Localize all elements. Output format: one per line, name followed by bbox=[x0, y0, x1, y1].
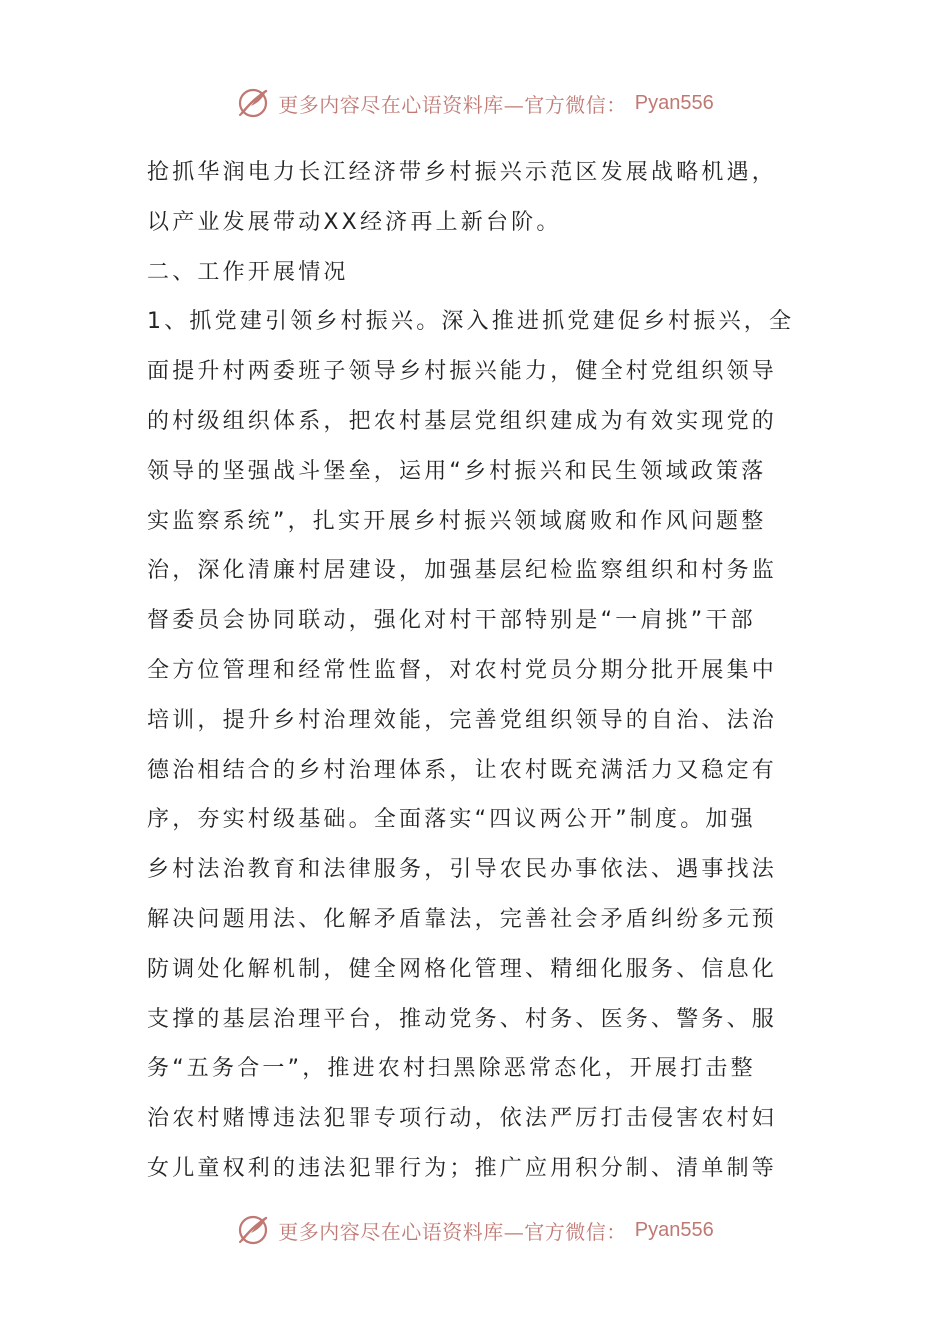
quill-logo-icon bbox=[236, 1213, 270, 1247]
text-line: 领导的坚强战斗堡垒，运用“乡村振兴和民生领域政策落 bbox=[147, 458, 767, 484]
text-line: 德治相结合的乡村治理体系，让农村既充满活力又稳定有 bbox=[147, 757, 778, 783]
text-line: 支撑的基层治理平台，推动党务、村务、医务、警务、服 bbox=[147, 1006, 778, 1032]
text-line: 培训，提升乡村治理效能，完善党组织领导的自治、法治 bbox=[147, 707, 778, 733]
text-line: 序，夯实村级基础。全面落实“四议两公开”制度。加强 bbox=[147, 807, 756, 833]
text-line: 治，深化清廉村居建设，加强基层纪检监察组织和村务监 bbox=[147, 558, 778, 584]
watermark-handle: Pyan556 bbox=[634, 1218, 714, 1241]
watermark-footer bbox=[0, 1210, 950, 1250]
quill-logo-icon bbox=[236, 86, 270, 120]
text-line: 乡村法治教育和法律服务，引导农民办事依法、遇事找法 bbox=[147, 857, 778, 883]
watermark-text: 更多内容尽在心语资料库—官方微信： bbox=[278, 92, 627, 117]
text-line: 解决问题用法、化解矛盾靠法，完善社会矛盾纠纷多元预 bbox=[147, 906, 778, 932]
text-line: 抢抓华润电力长江经济带乡村振兴示范区发展战略机遇， bbox=[147, 160, 778, 185]
text-line: 以产业发展带动XX经济再上新台阶。 bbox=[147, 209, 562, 235]
document-body bbox=[147, 148, 807, 1194]
text-line: 治农村赌博违法犯罪专项行动，依法严厉打击侵害农村妇 bbox=[147, 1106, 778, 1132]
watermark-text: 更多内容尽在心语资料库—官方微信： bbox=[278, 1219, 627, 1244]
text-line: 务“五务合一”，推进农村扫黑除恶常态化，开展打击整 bbox=[147, 1056, 756, 1082]
text-line: 的村级组织体系，把农村基层党组织建成为有效实现党的 bbox=[147, 408, 778, 434]
text-line: 女儿童权利的违法犯罪行为；推广应用积分制、清单制等 bbox=[147, 1155, 778, 1181]
watermark-header bbox=[0, 83, 950, 123]
text-line: 面提升村两委班子领导乡村振兴能力，健全村党组织领导 bbox=[147, 359, 778, 385]
text-line: 督委员会协同联动，强化对村干部特别是“一肩挑”干部 bbox=[147, 608, 756, 634]
text-line: 全方位管理和经常性监督，对农村党员分期分批开展集中 bbox=[147, 657, 778, 683]
text-line: 实监察系统”，扎实开展乡村振兴领域腐败和作风问题整 bbox=[147, 508, 767, 534]
watermark-handle: Pyan556 bbox=[634, 91, 714, 114]
text-line: 防调处化解机制，健全网格化管理、精细化服务、信息化 bbox=[147, 956, 778, 982]
section-heading: 二、工作开展情况 bbox=[147, 259, 349, 285]
text-line: 1、抓党建引领乡村振兴。深入推进抓党建促乡村振兴，全 bbox=[147, 309, 795, 335]
